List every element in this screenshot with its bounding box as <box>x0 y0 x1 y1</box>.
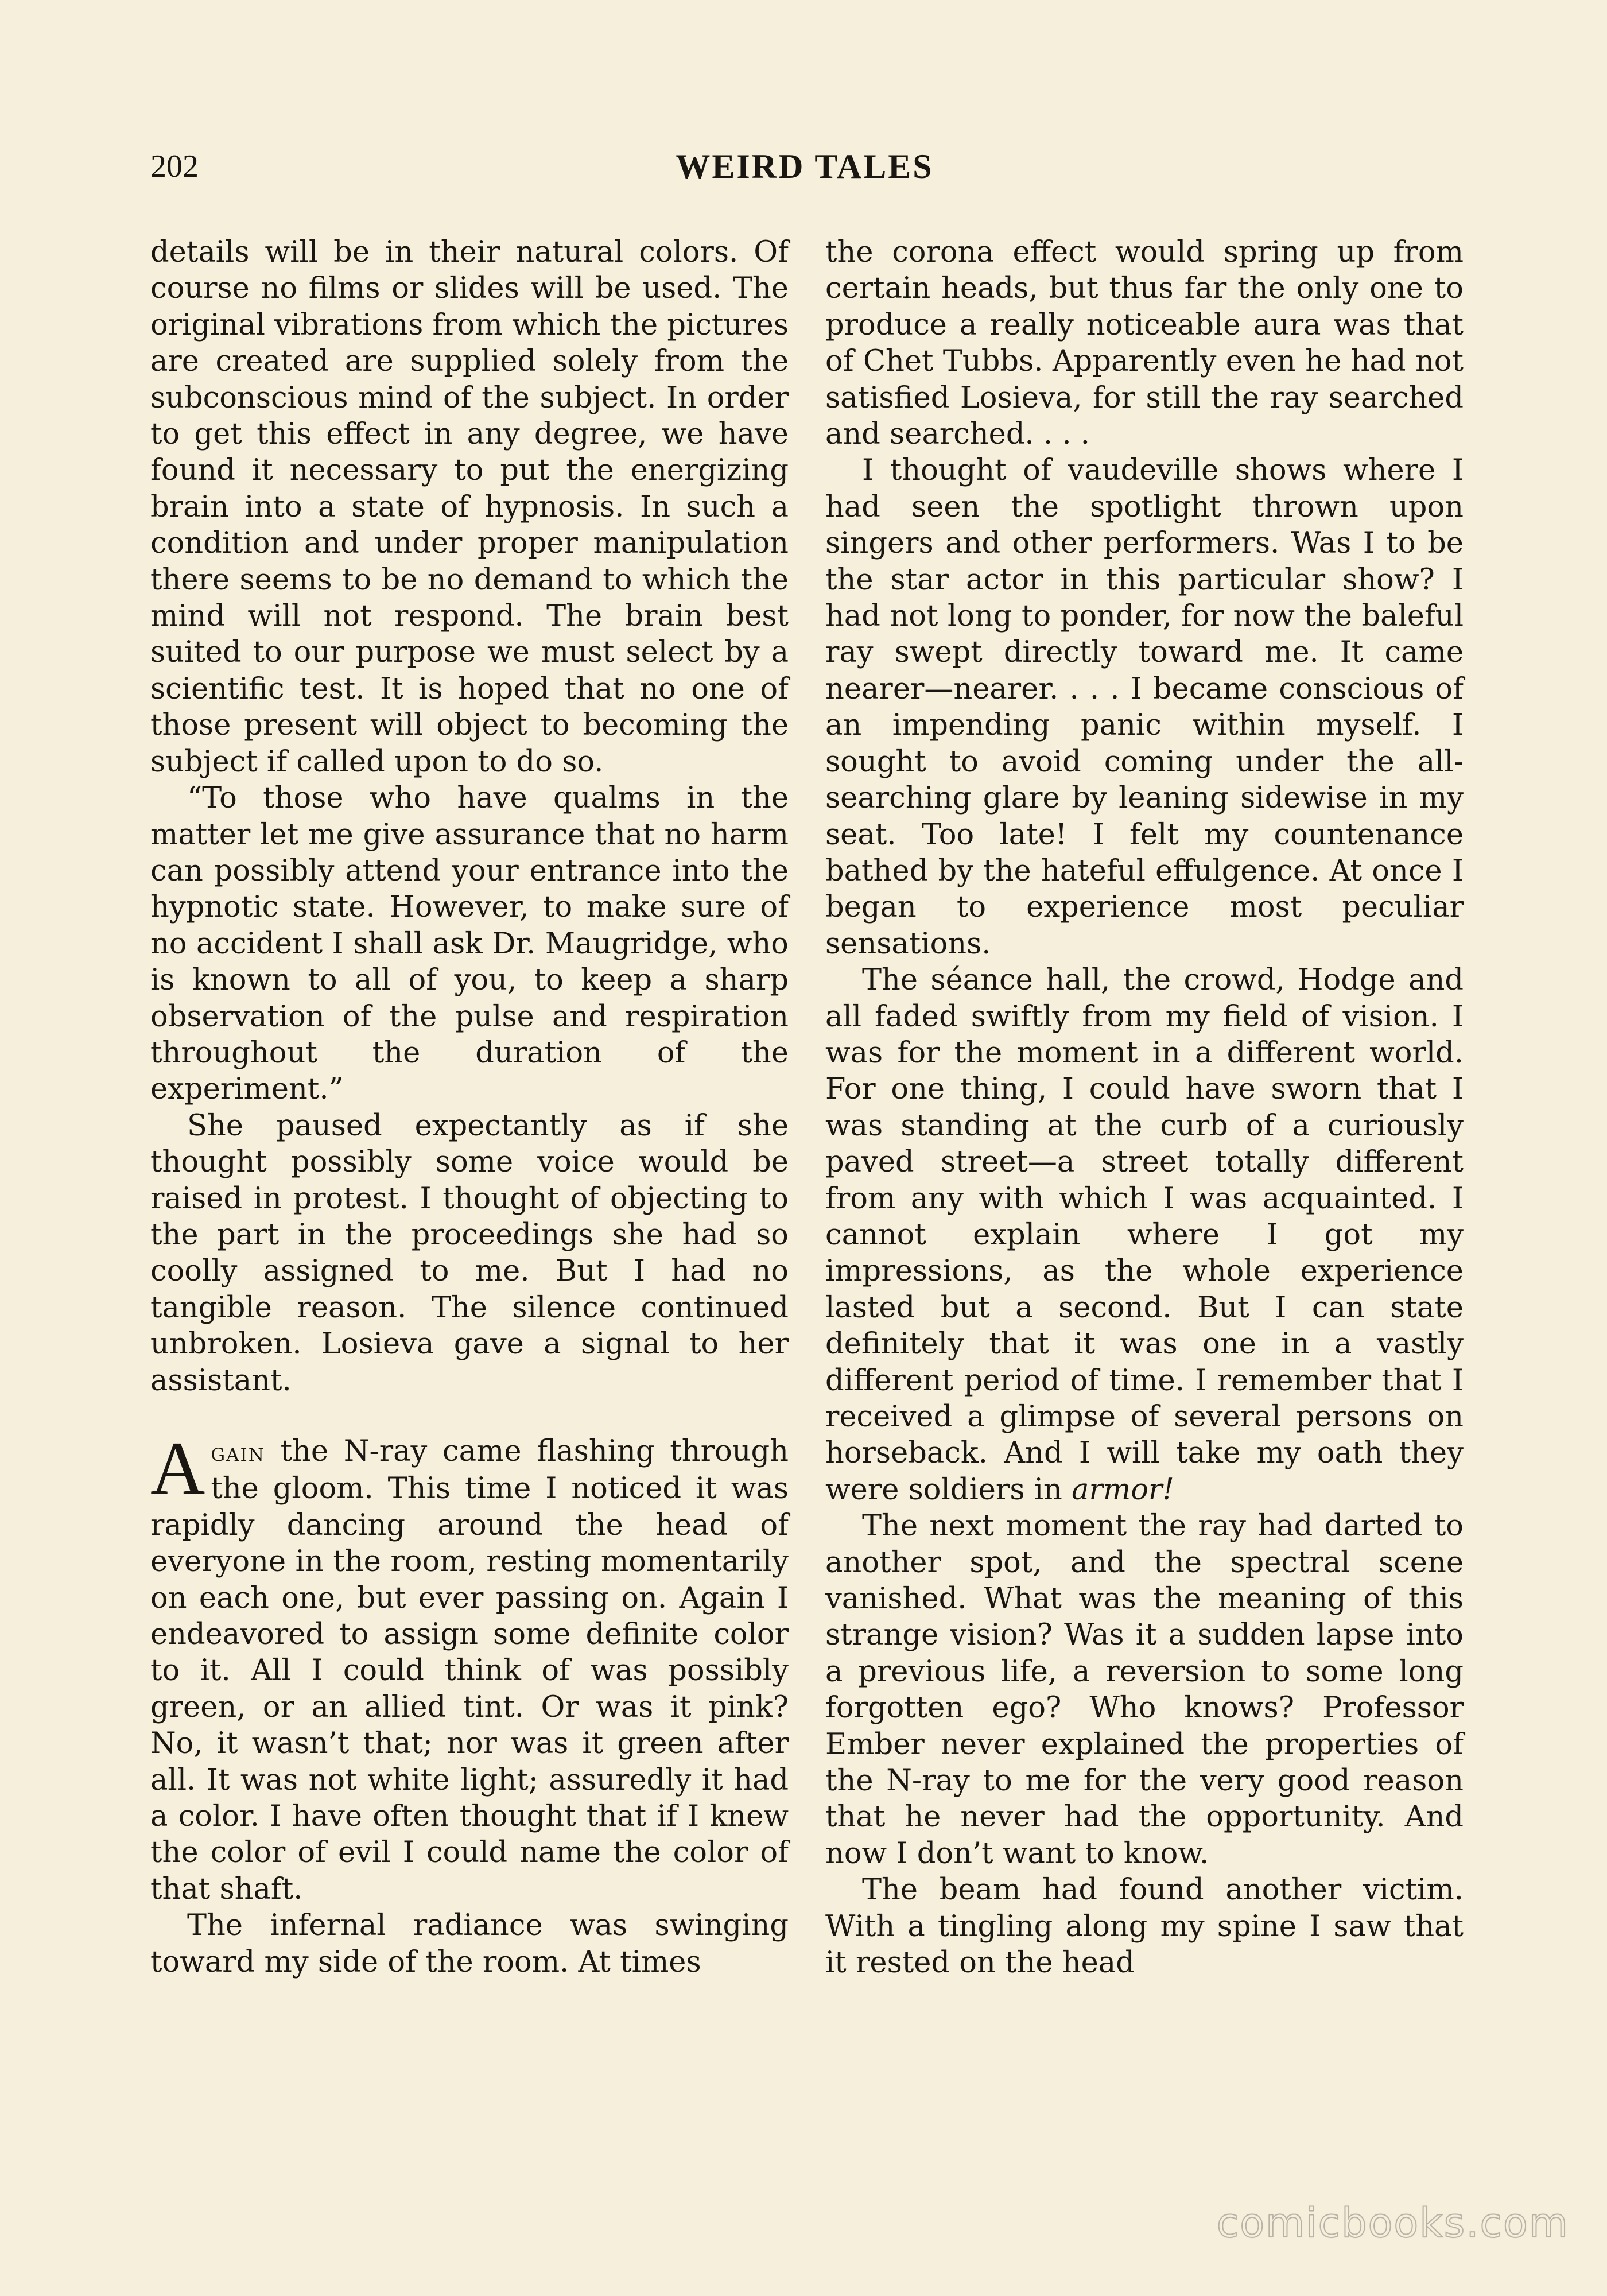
emphasis-text: armor! <box>1072 1472 1174 1507</box>
running-title: WEIRD TALES <box>676 148 934 185</box>
paragraph-text: the N-ray came flashing through the gloom. This time I noticed it was rapidly dancing around the head of everyone in the room, resting momentarily on each one, but ever passing on. Again I endeavored to assign some definite color to it. All I could think of was possibly green, or an allied tint. Or was it pink? No, it wasn’t that; nor was it green after all. It was not white light; assuredly it had a color. I have often thought that if I knew the color of evil I could name the color of that shaft. <box>150 1434 789 1906</box>
paragraph: The next moment the ray had darted to another spot, and the spectral scene vanished. What was the meaning of this strange vision? Was it a sudden lapse into a previous life, a reversion to some long forgotten ego? Who knows? Professor Ember never explained the properties of the N-ray to me for the very good reason that he never had the opportunity. And now I don’t want to know. <box>825 1509 1464 1871</box>
paragraph: The beam had found another victim. With a tingling along my spine I saw that it rested on the head <box>825 1873 1464 1980</box>
paragraph: The infernal radiance was swinging toward my side of the room. At times <box>150 1909 789 1979</box>
right-column <box>825 234 1464 1981</box>
drop-cap: A <box>150 1426 205 1510</box>
left-column <box>150 234 789 1980</box>
paragraph: I thought of vaudeville shows where I had seen the spotlight thrown upon singers and other performers. Was I to be the star actor in this particular show? I had not long to ponder, for now the baleful ray swept directly toward me. It came nearer—nearer. . . . I became conscious of an impending panic within myself. I sought to avoid coming under the all-searching glare by leaning sidewise in my seat. Too late! I felt my countenance bathed by the hateful effulgence. At once I began to experience most peculiar sensations. <box>825 453 1464 961</box>
paragraph-text: The séance hall, the crowd, Hodge and all faded swiftly from my field of vision. I was for the moment in a different world. For one thing, I could have sworn that I was standing at the curb of a curiously paved street—a street totally different from any with which I was acquainted. I cannot explain where I got my impressions, as the whole experience lasted but a second. But I can state definitely that it was one in a vastly different period of time. I remember that I received a glimpse of several persons on horseback. And I will take my oath they were soldiers in <box>825 963 1464 1507</box>
paragraph: She paused expectantly as if she thought possibly some voice would be raised in protest. I thought of objecting to the part in the proceedings she had so coolly assigned to me. But I had no tangible reason. The silence continued unbroken. Losieva gave a signal to her assistant. <box>150 1108 789 1398</box>
page-header <box>150 144 1459 189</box>
section-opening-paragraph <box>150 1426 789 1907</box>
site-watermark: comicbooks.com <box>1216 2200 1569 2247</box>
paragraph <box>825 962 1464 1508</box>
paragraph: details will be in their natural colors. Of course no films or slides will be used. The original vibrations from which the pictures are created are supplied solely from the subconscious mind of the subject. In order to get this effect in any degree, we have found it necessary to put the energizing brain into a state of hypnosis. In such a condition and under proper manipulation there seems to be no demand to which the mind will not respond. The brain best suited to our purpose we must select by a scientific test. It is hoped that no one of those present will object to becoming the subject if called upon to do so. <box>150 235 789 779</box>
small-caps-lead: gain <box>211 1438 265 1467</box>
paragraph: “To those who have qualms in the matter let me give assurance that no harm can possibly attend your entrance into the hypnotic state. However, to make sure of no accident I shall ask Dr. Maugridge, who is known to all of you, to keep a sharp observation of the pulse and respiration throughout the duration of the experiment.” <box>150 781 789 1107</box>
page-number: 202 <box>150 149 199 184</box>
paragraph: the corona effect would spring up from certain heads, but thus far the only one to produce a really noticeable aura was that of Chet Tubbs. Apparently even he had not satisfied Losieva, for still the ray searched and searched. . . . <box>825 235 1464 452</box>
